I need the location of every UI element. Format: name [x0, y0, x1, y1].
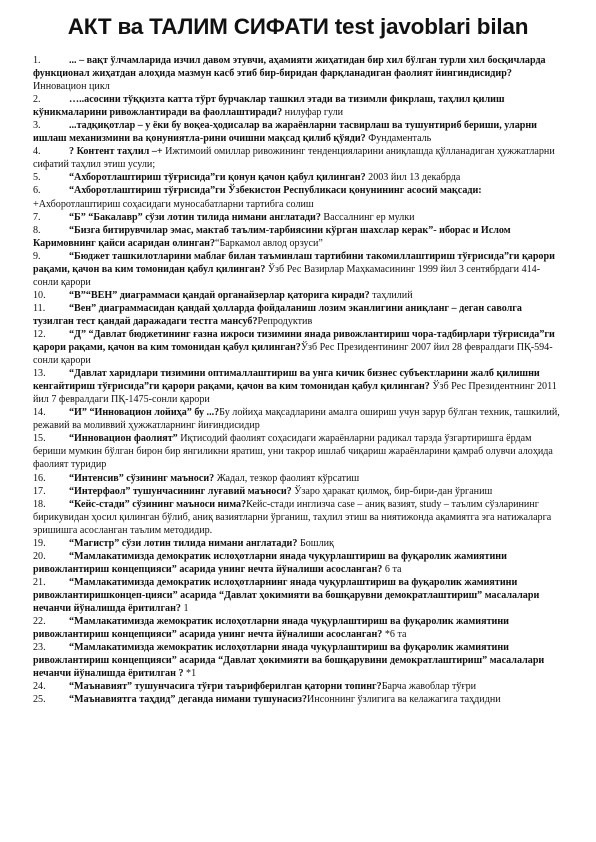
answer-text: Инсоннинг ўзлигига ва келажагига таҳдидни: [307, 694, 501, 706]
answer-text: Ижтимоий омиллар ривожининг тенденцияларини аниқлашда қўлланадиган ҳужжатларни сифатий таҳлил этиш усули;: [33, 146, 555, 171]
question-item: [33, 289, 563, 302]
question-number: 3.: [33, 120, 41, 132]
question-text: ... – вақт ўлчамларида изчил давом этувчи, аҳамияти жиҳатидан бир хил бўлган турли хил босқичларда функционал жиҳатдан алоҳида мазмун касб этиб бир-биридан фарқланадиган фаолият йингиндисидир?: [33, 55, 546, 80]
question-text: “Маънавият” тушунчасига тўғри таърифберилган қаторни топинг?: [69, 681, 382, 693]
answer-text: Ўзб Рес Вазирлар Маҳкамасининг 1999 йил 3 сентябрдаги 414-сонли қарори: [33, 263, 541, 288]
answer-text: Кейс-стади инглизча case – аниқ вазият, study – таълим сўзларининг бирикувидан ҳосил қилинган бўлиб, аниқ вазиятларни ўрганиш, таҳлил этиш ва ниятижонда ақамиятга эга натижаларга эришишга асосланган таълим методидир.: [33, 498, 552, 536]
question-number: 9.: [33, 250, 41, 262]
question-item: [33, 641, 563, 680]
question-number: 14.: [33, 407, 46, 419]
answer-text: Жадал, тезкор фаолият кўрсатиш: [214, 472, 360, 484]
question-text: ? Контент таҳлил –+: [69, 146, 163, 158]
question-item: [33, 680, 563, 693]
answer-text: Ўзаро ҳаракат қилмоқ, бир-бири-дан ўрганиш: [291, 485, 493, 497]
answer-text: Репродуктив: [257, 315, 313, 327]
question-number: 22.: [33, 616, 46, 628]
answer-text: 2003 йил 13 декабрда: [365, 172, 461, 184]
question-item: [33, 615, 563, 641]
question-text: “Магистр” сўзи лотин тилида нимани англатади?: [69, 537, 298, 549]
question-number: 20.: [33, 550, 46, 562]
answer-text: Ўзб Рес Президентининг 2007 йил 28 февралдаги ПҚ-594-сонли қарори: [33, 342, 553, 367]
answer-text: таҳлилий: [369, 289, 413, 301]
question-number: 25.: [33, 694, 46, 706]
question-number: 15.: [33, 433, 46, 445]
answer-text: Ўзб Рес Президентнинг 2011 йил 7 февралдаги ПҚ-1475-сонли қарори: [33, 381, 557, 406]
question-text: “Б” “Бакалавр” сўзи лотин тилида нимани англатади?: [69, 211, 321, 223]
question-item: [33, 432, 563, 471]
question-text: “Бюджет ташкилотларини маблағ билан таъминлаш тартибини такомиллаштириш тўғрисида”ги қарори рақами, қачон ва ким томонидан қабул қилинган?: [33, 250, 555, 275]
question-text: “Давлат харидлари тизимини оптималлаштириш ва унга кичик бизнес субъектларини жалб қилишни кенгайтириш тўғрисида”ги қарори рақами, қачон ва ким томонидан қабул қилинган?: [33, 368, 540, 393]
answer-text: Барча жавоблар тўғри: [381, 681, 477, 693]
question-item: [33, 54, 563, 93]
question-item: [33, 328, 563, 367]
question-number: 5.: [33, 172, 41, 184]
question-number: 24.: [33, 681, 46, 693]
question-item: [33, 93, 563, 119]
question-item: [33, 693, 563, 706]
question-text: “Мамлакатимизда жемократик ислоҳотларни янада чуқурлаштириш ва фуқаролик жамиятини ривожлантириш концепцияси” асарида унинг нечта йўналиши асосланган?: [33, 616, 509, 641]
question-number: 10.: [33, 289, 46, 301]
answer-text: +Ахборотлаштириш соҳасидаги муносабатларни тартибга солиш: [33, 198, 314, 210]
question-number: 6.: [33, 185, 41, 197]
question-text: “Мамлакатимизда жемократик ислоҳотларни янада чуқурлаштириш ва фуқаролик жамиятини ривожлантириш концепцияси” асарида “Давлат ҳокимияти ва бошқарувини демократлаштириш” масалалари нечанчи йўналишда ёритилган ?: [33, 642, 545, 680]
question-text: “Маънавиятга таҳдид” деганда нимани тушунасиз?: [69, 694, 308, 706]
question-text: “Ахборотлаштириш тўғрисида”ги Ўзбекистон Республикаси қонунининг асосий мақсади:: [69, 185, 482, 197]
answer-text: 6 та: [382, 563, 402, 575]
question-text: “Д” “Давлат бюджетининг ғазна ижроси тизимини янада ривожлантириш чора-тадбирлари тўғрисида”ги қарори рақами, қачон ва ким томонидан қабул қилинган?: [33, 328, 555, 354]
question-item: [33, 498, 563, 537]
question-number: 13.: [33, 368, 46, 380]
question-item: [33, 145, 563, 171]
question-text: “Инновацион фаолият”: [69, 433, 178, 445]
question-item: [33, 302, 563, 328]
question-item: [33, 406, 563, 432]
question-text: “Интерфаол” тушунчасининг луғавий маъноси?: [69, 485, 292, 497]
answer-text: Бошлиқ: [297, 537, 334, 549]
question-text: “Кейс-стади” сўзининг маъноси нима?: [69, 498, 247, 510]
question-text: “Мамлакатимизда демократик ислоҳотларнинг янада чуқурлаштириш ва фуқаролик жамиятини ривожлантиришконцеп-цияси” асарида “Давлат ҳокимияти ва бошқарувни демократлаштириш” масалалари нечанчи йўналишда ёритилган?: [33, 576, 540, 614]
answer-text: Бу лойиҳа мақсадларини амалга ошириш учун зарур бўлган техник, ташкилий, режавий ва моливвий ҳужжатларнинг йиғиндисидир: [33, 407, 560, 432]
question-text: “И” “Инновацион лойиҳа” бу ...?: [69, 407, 220, 419]
question-number: 1.: [33, 55, 41, 66]
question-item: [33, 250, 563, 289]
question-item: [33, 119, 563, 145]
question-number: 19.: [33, 537, 46, 549]
question-item: [33, 485, 563, 498]
answer-text: *6 та: [382, 629, 407, 641]
question-item: [33, 550, 563, 576]
question-text: “Вен” диаграммасидан қандай ҳолларда фойдаланиш лозим эканлигини аниқланг – деган саволга тузилган тест қандай даражадаги тестга мансуб?: [33, 302, 522, 327]
question-number: 23.: [33, 642, 46, 654]
question-number: 16.: [33, 472, 46, 484]
answer-text: 1: [180, 602, 189, 614]
question-number: 7.: [33, 211, 41, 223]
question-number: 21.: [33, 576, 46, 588]
answer-text: Фундаменталь: [365, 133, 432, 145]
document-title: АКТ ва ТАЛИМ СИФАТИ test javoblari bilan: [67, 14, 529, 39]
question-number: 18.: [33, 498, 46, 510]
question-number: 11.: [33, 302, 46, 314]
answer-text: Инновацион цикл: [33, 81, 110, 93]
question-number: 8.: [33, 224, 41, 236]
question-item: [33, 537, 563, 550]
answer-text: *1: [183, 668, 197, 680]
answer-text: Иқтисодий фаолият соҳасидаги жараёнларни радикал тарзда ўзгартиришга ёрдам бериши мумкин бўлган бирон бир янгиликни яратиш, уни такрор ишлаб чиқариш жараёнларини қамраб олувчи алоҳида фаолият туридир: [33, 433, 553, 471]
question-text: ...тадқиқотлар – у ёки бу воқеа-ҳодисалар ва жараёнларни тасвирлаш ва тушунтириб бериши, уларни ишлаш механизмини ва қонуниятла-рини очишни мақсад қилиб қўяди?: [33, 120, 537, 145]
question-number: 4.: [33, 146, 41, 158]
question-item: [33, 171, 563, 184]
question-item: [33, 576, 563, 615]
question-text: “Мамлакатимизда демократик ислоҳотларни янада чуқурлаштириш ва фуқаролик жамиятини ривожлантириш концепцияси” асарида унинг нечта йўналиши асосланган?: [33, 550, 507, 575]
answer-text: “Баркамол авлод орзуси”: [215, 237, 323, 249]
answer-text: Вассалнинг ер мулки: [320, 211, 415, 223]
question-item: [33, 367, 563, 406]
question-item: [33, 211, 563, 224]
question-item: [33, 184, 563, 210]
question-item: [33, 224, 563, 250]
question-text: “Ахборотлаштириш тўғрисида”ги қонун қачон қабул қилинган?: [69, 172, 366, 184]
question-text: “Интенсив” сўзининг маъноси?: [69, 472, 215, 484]
question-number: 17.: [33, 485, 46, 497]
question-number: 12.: [33, 328, 46, 340]
question-text: “В”“ВЕН” диаграммаси қандай органайзерлар қаторига киради?: [69, 289, 370, 301]
question-item: [33, 472, 563, 485]
question-number: 2.: [33, 94, 41, 106]
question-text: …..асосини тўққизта катта тўрт бурчаклар ташкил этади ва тизимли фикрлаш, таҳлил қилиш кўникмаларини ривожлантиради ва фаоллаштиради?: [33, 94, 505, 119]
question-list: [33, 54, 563, 706]
answer-text: нилуфар гули: [282, 107, 344, 119]
question-text: “Бизга битирувчилар эмас, мактаб таълим-тарбиясини кўрган шахслар керак”- иборас и Ислом Каримовнинг қайси асаридан олинган?: [33, 224, 511, 249]
